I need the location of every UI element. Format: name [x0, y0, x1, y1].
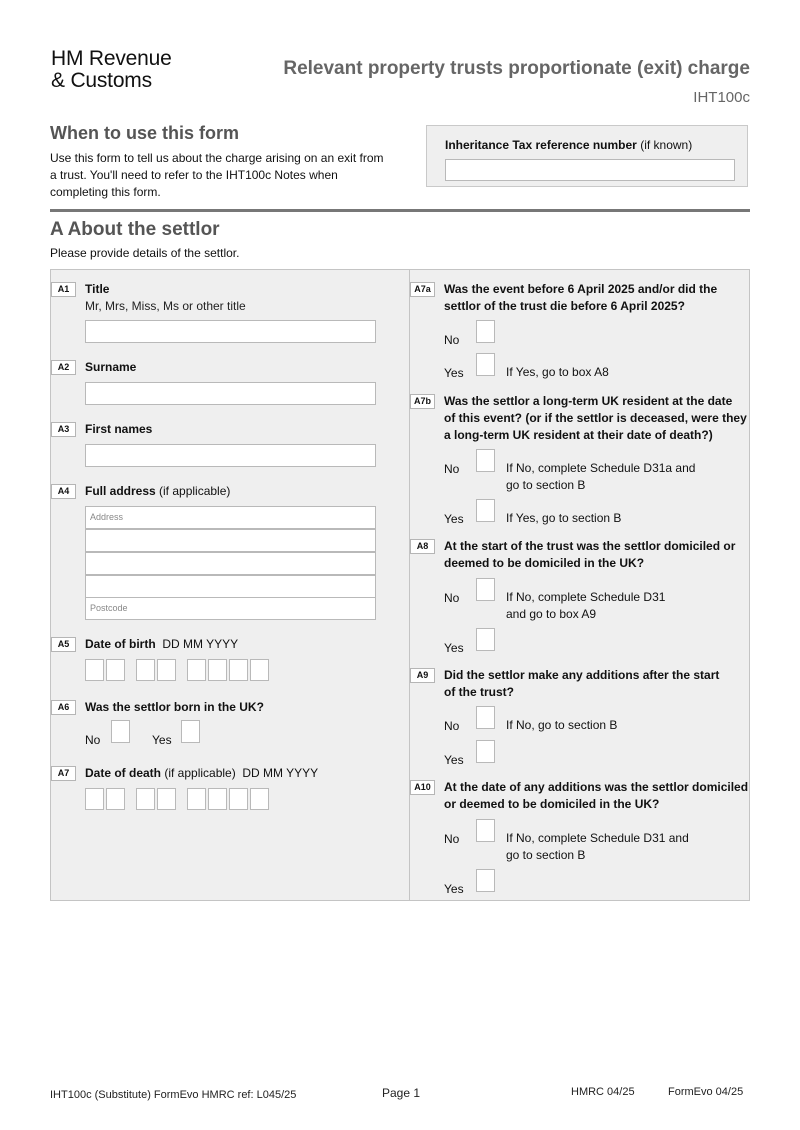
a8-question	[444, 538, 735, 572]
dod-label-suffix: (if applicable)	[161, 766, 236, 780]
address-line-4-input[interactable]	[85, 575, 376, 598]
address-label-main: Full address	[85, 484, 156, 498]
a7a-yes-checkbox[interactable]	[476, 353, 495, 376]
box-tag-a10: A10	[410, 780, 435, 795]
a10-yes-checkbox[interactable]	[476, 869, 495, 892]
surname-label: Surname	[85, 360, 137, 374]
box-tag-a9: A9	[410, 668, 435, 683]
a9-question	[444, 667, 719, 701]
a7b-question-line-2: of this event? (or if the settlor is deceased, were they	[444, 411, 747, 425]
a9-no-checkbox[interactable]	[476, 706, 495, 729]
first-names-input[interactable]	[85, 444, 376, 467]
a9-no-label: No	[444, 719, 460, 733]
dob-year-4[interactable]	[250, 659, 269, 681]
a7a-yes-label: Yes	[444, 366, 464, 380]
born-in-uk-yes-checkbox[interactable]	[181, 720, 200, 743]
dod-day-1[interactable]	[85, 788, 104, 810]
a7b-no-label: No	[444, 462, 460, 476]
a8-no-note	[506, 589, 665, 623]
box-tag-a6: A6	[51, 700, 76, 715]
reference-box	[426, 125, 748, 187]
a10-no-checkbox[interactable]	[476, 819, 495, 842]
a7a-no-label: No	[444, 333, 460, 347]
a7a-question	[444, 281, 717, 315]
a10-no-note-line-1: If No, complete Schedule D31 and	[506, 831, 689, 845]
postcode-input[interactable]: Postcode	[85, 597, 376, 620]
reference-label-main: Inheritance Tax reference number	[445, 138, 637, 152]
a7a-question-line-1: Was the event before 6 April 2025 and/or did the	[444, 282, 718, 296]
a8-no-label: No	[444, 591, 460, 605]
reference-label-suffix: (if known)	[636, 138, 693, 152]
dob-month-2[interactable]	[157, 659, 176, 681]
a7b-question-line-3: a long-term UK resident at their date of death?)	[444, 428, 713, 442]
a7b-yes-checkbox[interactable]	[476, 499, 495, 522]
a7b-no-note-line-1: If No, complete Schedule D31a and	[506, 461, 696, 475]
address-line-2-input[interactable]	[85, 529, 376, 552]
a8-no-note-line-2: and go to box A9	[506, 607, 597, 621]
dod-label	[85, 765, 318, 782]
a7b-yes-note: If Yes, go to section B	[506, 511, 622, 525]
reference-number-input[interactable]	[445, 159, 735, 181]
title-hint: Mr, Mrs, Miss, Ms or other title	[85, 299, 246, 313]
a7b-no-note-line-2: go to section B	[506, 478, 586, 492]
a10-no-note	[506, 830, 689, 864]
first-names-label: First names	[85, 422, 153, 436]
a8-no-note-line-1: If No, complete Schedule D31	[506, 590, 666, 604]
dob-year-2[interactable]	[208, 659, 227, 681]
a10-question-line-1: At the date of any additions was the settlor domiciled	[444, 780, 749, 794]
address-label-suffix: (if applicable)	[155, 484, 231, 498]
section-divider	[50, 209, 750, 212]
when-heading: When to use this form	[50, 123, 239, 143]
dod-month-2[interactable]	[157, 788, 176, 810]
box-tag-a5: A5	[51, 637, 76, 652]
dob-label-main: Date of birth	[85, 637, 156, 651]
form-code: IHT100c	[693, 89, 750, 106]
footer-hmrc-version: HMRC 04/25	[571, 1086, 635, 1098]
box-tag-a7: A7	[51, 766, 76, 781]
address-label	[85, 483, 230, 500]
title-input[interactable]	[85, 320, 376, 343]
dod-format: DD MM YYYY	[242, 766, 319, 780]
logo-line-2: & Customs	[51, 69, 152, 92]
section-intro: Please provide details of the settlor.	[50, 246, 240, 260]
title-label: Title	[85, 282, 110, 296]
dod-year-2[interactable]	[208, 788, 227, 810]
a7a-question-line-2: settlor of the trust die before 6 April 2025?	[444, 299, 685, 313]
dob-format: DD MM YYYY	[162, 637, 239, 651]
a7b-yes-label: Yes	[444, 512, 464, 526]
dob-year-1[interactable]	[187, 659, 206, 681]
a9-no-note: If No, go to section B	[506, 718, 618, 732]
a10-question	[444, 779, 748, 813]
box-tag-a3: A3	[51, 422, 76, 437]
form-title: Relevant property trusts proportionate (exit) charge	[283, 58, 750, 79]
a7b-question-line-1: Was the settlor a long-term UK resident at the date	[444, 394, 733, 408]
born-in-uk-yes-label: Yes	[152, 733, 172, 747]
a7a-yes-note: If Yes, go to box A8	[506, 365, 609, 379]
dod-year-1[interactable]	[187, 788, 206, 810]
a9-question-line-2: of the trust?	[444, 685, 514, 699]
intro-text: Use this form to tell us about the charge arising on an exit from a trust. You'll need to refer to the IHT100c Notes when completing this form.	[50, 151, 384, 199]
footer-formevo-version: FormEvo 04/25	[668, 1086, 744, 1098]
a10-no-label: No	[444, 832, 460, 846]
a9-yes-label: Yes	[444, 753, 464, 767]
a8-yes-checkbox[interactable]	[476, 628, 495, 651]
dob-label	[85, 636, 238, 653]
box-tag-a2: A2	[51, 360, 76, 375]
surname-input[interactable]	[85, 382, 376, 405]
logo-line-1: HM Revenue	[51, 47, 172, 70]
section-heading: A About the settlor	[50, 219, 220, 240]
box-tag-a1: A1	[51, 282, 76, 297]
dob-year-3[interactable]	[229, 659, 248, 681]
a7a-no-checkbox[interactable]	[476, 320, 495, 343]
a7b-question	[444, 393, 747, 444]
dod-year-4[interactable]	[250, 788, 269, 810]
box-tag-a7a: A7a	[410, 282, 435, 297]
reference-label	[445, 138, 692, 152]
a8-yes-label: Yes	[444, 641, 464, 655]
box-tag-a4: A4	[51, 484, 76, 499]
a7b-no-checkbox[interactable]	[476, 449, 495, 472]
footer-reference: IHT100c (Substitute) FormEvo HMRC ref: L045/25	[50, 1089, 297, 1101]
dod-day-2[interactable]	[106, 788, 125, 810]
dod-year-3[interactable]	[229, 788, 248, 810]
hmrc-logo	[51, 48, 172, 92]
a8-question-line-2: deemed to be domiciled in the UK?	[444, 556, 645, 570]
box-tag-a8: A8	[410, 539, 435, 554]
a10-yes-label: Yes	[444, 882, 464, 896]
born-in-uk-no-checkbox[interactable]	[111, 720, 130, 743]
a8-no-checkbox[interactable]	[476, 578, 495, 601]
page-number: Page 1	[382, 1086, 421, 1100]
dod-label-main: Date of death	[85, 766, 162, 780]
a10-question-line-2: or deemed to be domiciled in the UK?	[444, 797, 660, 811]
address-line-3-input[interactable]	[85, 552, 376, 575]
dob-day-2[interactable]	[106, 659, 125, 681]
box-tag-a7b: A7b	[410, 394, 435, 409]
a7b-no-note	[506, 460, 695, 494]
dob-month-1[interactable]	[136, 659, 155, 681]
born-in-uk-no-label: No	[85, 733, 101, 747]
a10-no-note-line-2: go to section B	[506, 848, 586, 862]
a8-question-line-1: At the start of the trust was the settlor domiciled or	[444, 539, 736, 553]
dob-day-1[interactable]	[85, 659, 104, 681]
a9-question-line-1: Did the settlor make any additions after the start	[444, 668, 720, 682]
column-divider	[409, 270, 410, 900]
a9-yes-checkbox[interactable]	[476, 740, 495, 763]
born-in-uk-label: Was the settlor born in the UK?	[85, 700, 264, 714]
dod-month-1[interactable]	[136, 788, 155, 810]
address-line-1-input[interactable]: Address	[85, 506, 376, 529]
